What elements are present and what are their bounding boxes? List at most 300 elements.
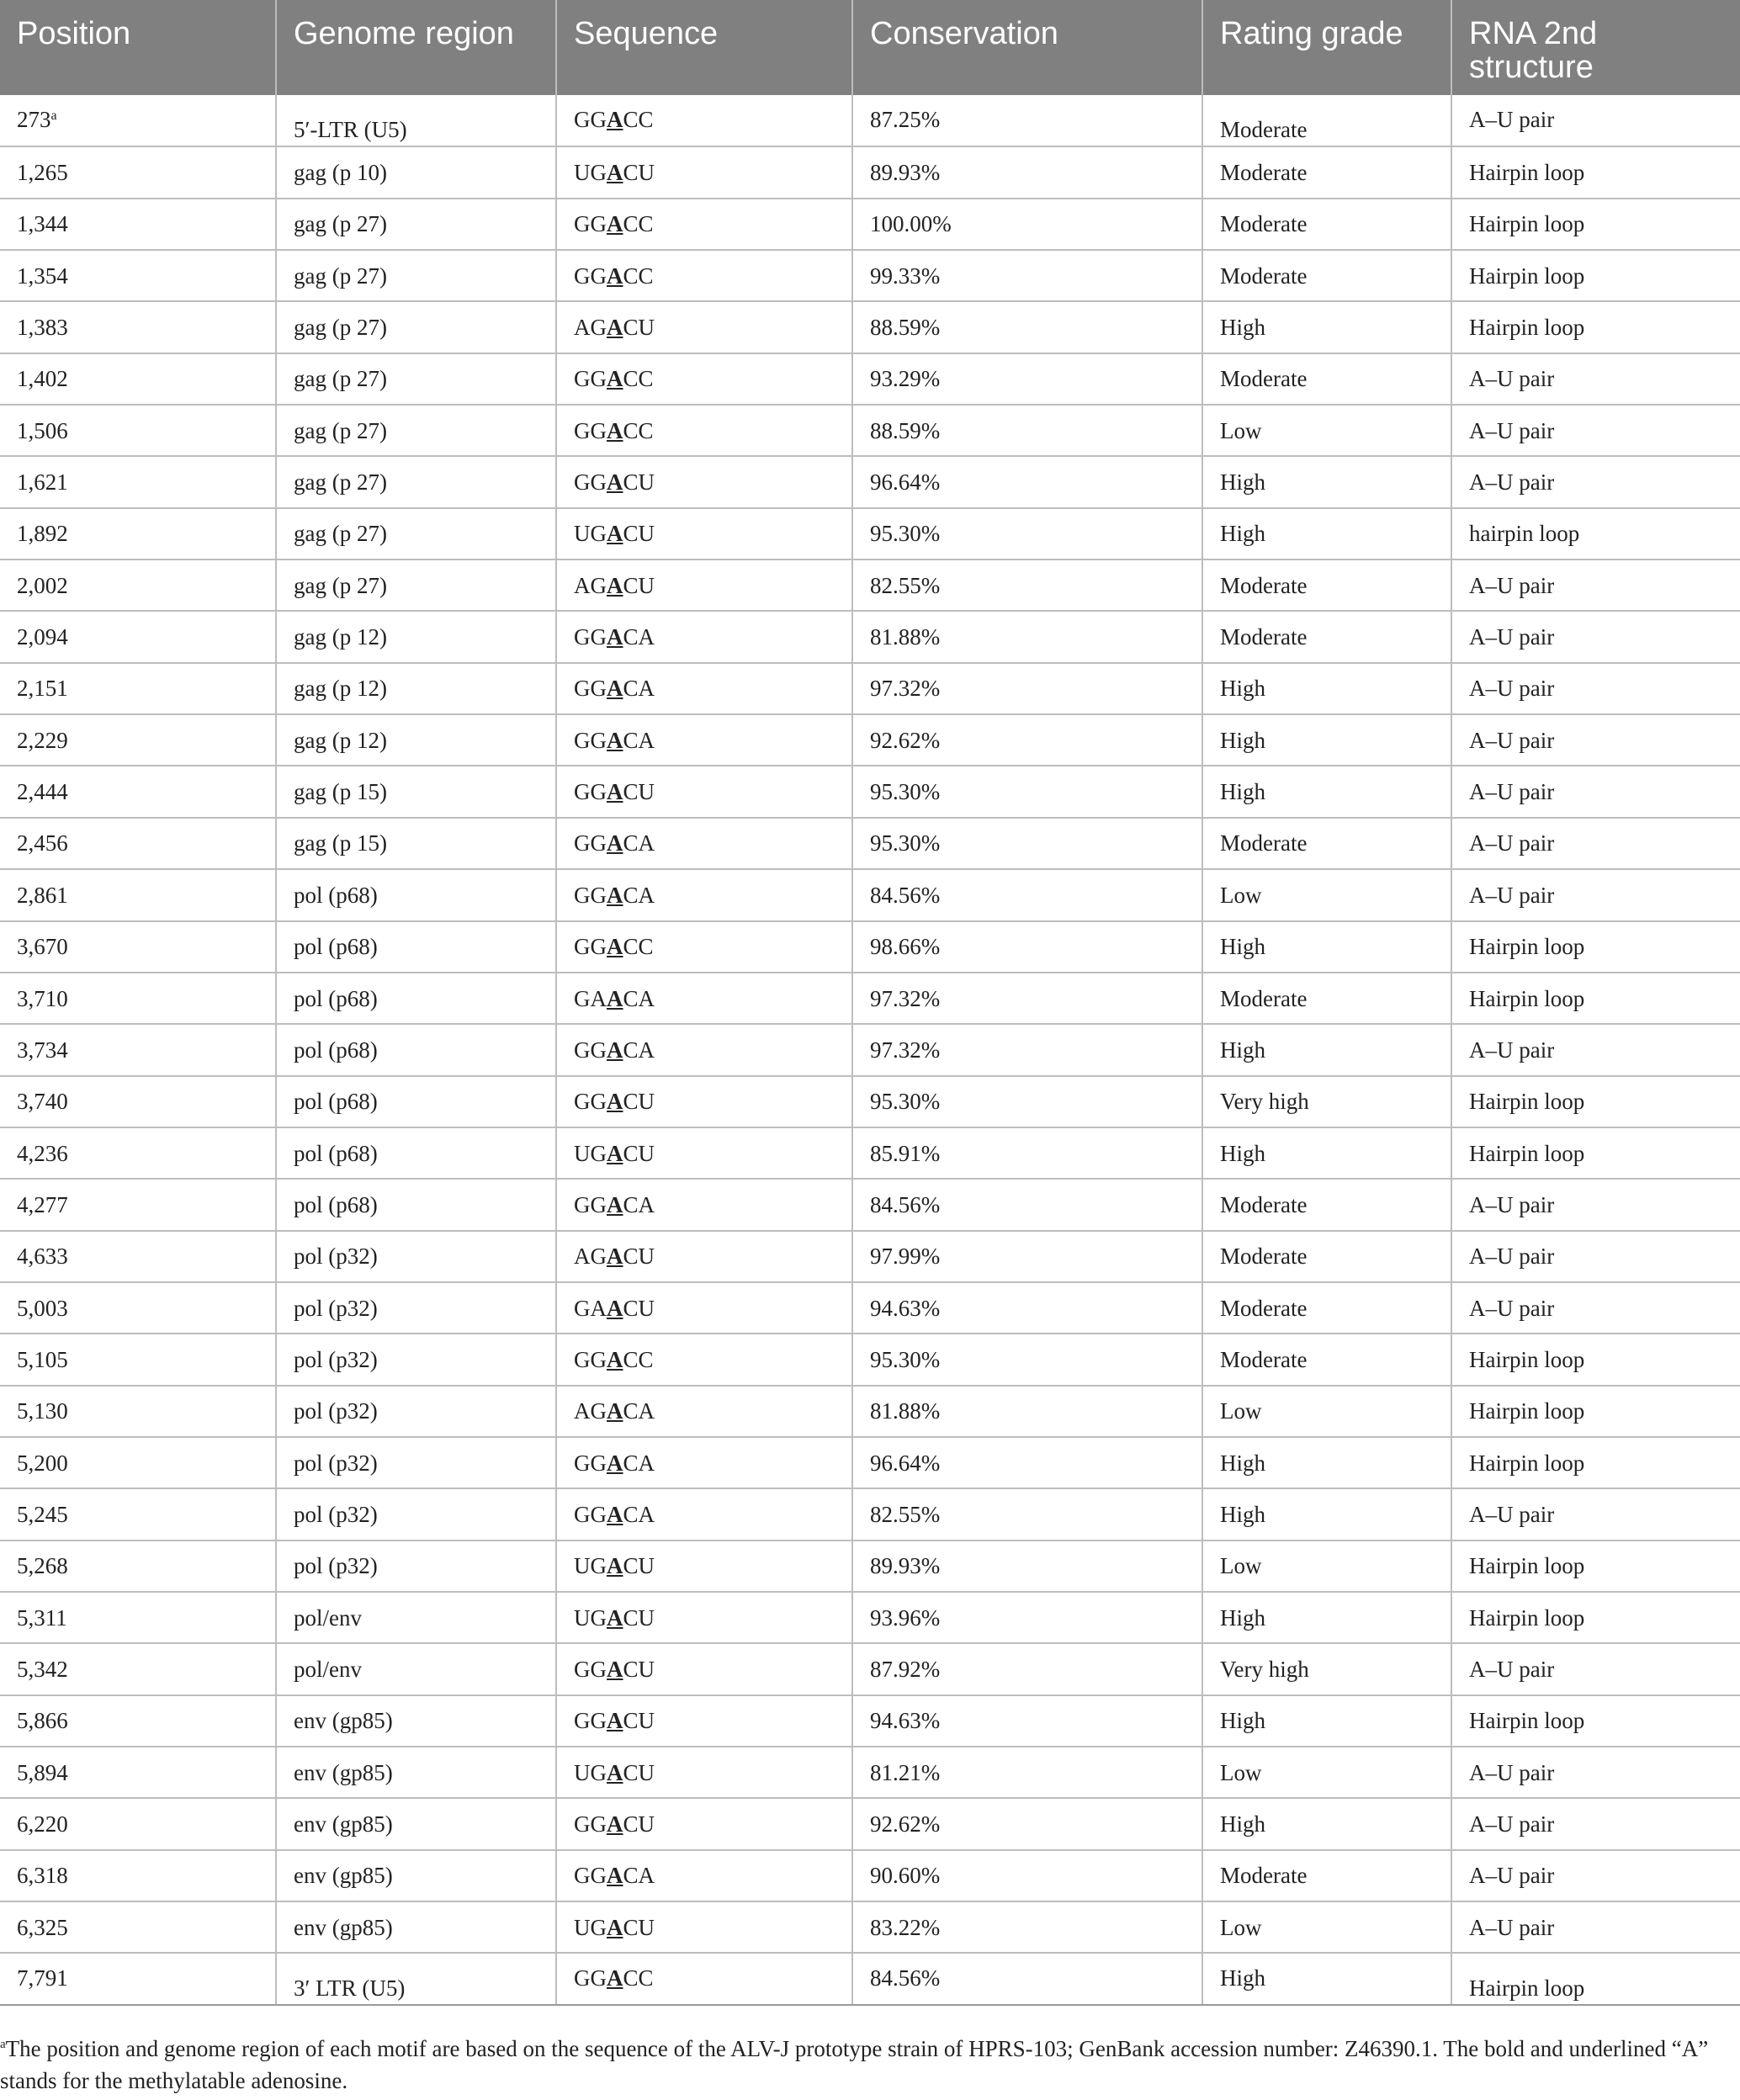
sequence-pre: GG <box>574 727 607 753</box>
cell-sequence <box>556 250 852 301</box>
cell-conservation: 97.32% <box>852 973 1202 1024</box>
cell-position <box>0 199 276 250</box>
cell-rating-grade: Low <box>1202 1747 1451 1798</box>
sequence-pre: GG <box>574 1191 607 1217</box>
table-row <box>0 1850 1740 1901</box>
cell-rating-grade: Low <box>1202 1901 1451 1953</box>
header-row <box>0 0 1740 95</box>
sequence-adenine: A <box>607 1295 623 1321</box>
position-value: 4,236 <box>17 1140 68 1166</box>
footnote-mark: a <box>0 2038 6 2051</box>
sequence-adenine: A <box>607 469 623 496</box>
cell-rna-structure: Hairpin loop <box>1451 301 1740 353</box>
sequence-adenine: A <box>607 624 623 650</box>
cell-genome-region: gag (p 27) <box>276 456 556 507</box>
cell-position <box>0 1850 276 1901</box>
cell-sequence <box>556 1953 852 2004</box>
sequence-post: CA <box>623 1863 655 1889</box>
cell-rna-structure: Hairpin loop <box>1451 973 1740 1024</box>
sequence-adenine: A <box>607 779 623 805</box>
cell-position <box>0 508 276 559</box>
cell-rating-grade: Low <box>1202 1541 1451 1592</box>
table-row <box>0 199 1740 250</box>
cell-genome-region: env (gp85) <box>276 1695 556 1747</box>
cell-genome-region: gag (p 27) <box>276 250 556 301</box>
table-row <box>0 1747 1740 1798</box>
cell-position <box>0 1334 276 1385</box>
table-row <box>0 1643 1740 1694</box>
cell-genome-region: gag (p 27) <box>276 301 556 353</box>
cell-sequence <box>556 1076 852 1127</box>
sequence-pre: GG <box>574 262 607 289</box>
cell-genome-region: pol (p32) <box>276 1231 556 1282</box>
cell-genome-region: gag (p 12) <box>276 611 556 662</box>
cell-rating-grade: High <box>1202 508 1451 559</box>
cell-rating-grade: Moderate <box>1202 1334 1451 1385</box>
cell-conservation: 95.30% <box>852 1076 1202 1127</box>
cell-conservation: 82.55% <box>852 559 1202 611</box>
position-footnote-mark: a <box>50 109 57 123</box>
cell-sequence <box>556 1850 852 1901</box>
cell-conservation: 83.22% <box>852 1901 1202 1953</box>
cell-sequence <box>556 1282 852 1334</box>
cell-genome-region: pol (p68) <box>276 973 556 1024</box>
sequence-adenine: A <box>607 1553 623 1579</box>
cell-position <box>0 559 276 611</box>
cell-sequence <box>556 95 852 146</box>
sequence-pre: AG <box>574 315 607 341</box>
table-body <box>0 95 1740 2005</box>
table-header <box>0 0 1740 95</box>
sequence-post: CA <box>623 727 655 753</box>
position-value: 1,383 <box>17 315 68 341</box>
cell-position <box>0 1541 276 1592</box>
table-row <box>0 95 1740 146</box>
position-value: 5,130 <box>17 1398 68 1424</box>
position-value: 273 <box>17 107 51 132</box>
sequence-post: CC <box>623 211 654 237</box>
sequence-adenine: A <box>607 262 623 289</box>
table-row <box>0 611 1740 662</box>
table-row <box>0 1231 1740 1282</box>
sequence-post: CC <box>623 1965 654 1991</box>
cell-rna-structure: A–U pair <box>1451 559 1740 611</box>
cell-sequence <box>556 611 852 662</box>
cell-sequence <box>556 1386 852 1437</box>
cell-genome-region: env (gp85) <box>276 1850 556 1901</box>
cell-rating-grade: Moderate <box>1202 973 1451 1024</box>
cell-rating-grade: High <box>1202 921 1451 973</box>
cell-genome-region: gag (p 12) <box>276 663 556 714</box>
cell-conservation: 90.60% <box>852 1850 1202 1901</box>
table-row <box>0 1076 1740 1127</box>
cell-conservation: 100.00% <box>852 199 1202 250</box>
cell-position <box>0 1386 276 1437</box>
sequence-post: CC <box>623 1346 654 1372</box>
cell-rna-structure: Hairpin loop <box>1451 1592 1740 1643</box>
cell-genome-region: pol (p32) <box>276 1282 556 1334</box>
table-row <box>0 1386 1740 1437</box>
cell-genome-region: pol (p32) <box>276 1488 556 1540</box>
cell-position <box>0 405 276 456</box>
sequence-post: CU <box>623 1089 655 1115</box>
cell-sequence <box>556 1127 852 1179</box>
position-value: 5,105 <box>17 1346 68 1372</box>
cell-genome-region: 3′ LTR (U5) <box>276 1953 556 2004</box>
sequence-adenine: A <box>607 1398 623 1424</box>
cell-sequence <box>556 146 852 198</box>
cell-genome-region: pol (p68) <box>276 921 556 973</box>
sequence-adenine: A <box>607 676 623 702</box>
position-value: 1,402 <box>17 366 68 392</box>
cell-position <box>0 1901 276 1953</box>
cell-conservation: 89.93% <box>852 1541 1202 1592</box>
cell-conservation: 97.32% <box>852 663 1202 714</box>
cell-sequence <box>556 1024 852 1075</box>
position-value: 2,861 <box>17 882 68 908</box>
cell-rating-grade: High <box>1202 1437 1451 1488</box>
position-value: 3,710 <box>17 985 68 1011</box>
sequence-adenine: A <box>607 1244 623 1270</box>
position-value: 5,200 <box>17 1450 68 1476</box>
position-value: 5,866 <box>17 1708 68 1734</box>
cell-sequence <box>556 766 852 817</box>
header-sequence: Sequence <box>556 0 852 95</box>
sequence-pre: UG <box>574 1759 607 1785</box>
sequence-post: CU <box>623 779 655 805</box>
table-row <box>0 250 1740 301</box>
cell-rna-structure: Hairpin loop <box>1451 1334 1740 1385</box>
position-value: 1,354 <box>17 262 68 289</box>
cell-sequence <box>556 1798 852 1849</box>
table-row <box>0 353 1740 405</box>
cell-sequence <box>556 714 852 766</box>
sequence-post: CC <box>623 262 654 289</box>
sequence-adenine: A <box>607 572 623 598</box>
sequence-pre: AG <box>574 1398 607 1424</box>
cell-genome-region: pol (p68) <box>276 1076 556 1127</box>
sequence-adenine: A <box>607 1914 623 1940</box>
cell-sequence <box>556 1334 852 1385</box>
cell-rating-grade: Low <box>1202 405 1451 456</box>
sequence-pre: AG <box>574 1244 607 1270</box>
cell-sequence <box>556 663 852 714</box>
cell-rna-structure: Hairpin loop <box>1451 250 1740 301</box>
cell-rating-grade: High <box>1202 1695 1451 1747</box>
cell-position <box>0 146 276 198</box>
cell-genome-region: gag (p 27) <box>276 199 556 250</box>
cell-sequence <box>556 973 852 1024</box>
footnote-text: The position and genome region of each motif are based on the sequence of the ALV-J prototype strain of HPRS-103; GenBank accession number: Z46390.1. The bold and underlined “A” stands for the methylatable adenosine. <box>0 2036 1709 2093</box>
cell-rna-structure: A–U pair <box>1451 405 1740 456</box>
cell-rna-structure: Hairpin loop <box>1451 146 1740 198</box>
sequence-pre: GG <box>574 366 607 392</box>
position-value: 4,277 <box>17 1191 68 1217</box>
position-value: 2,094 <box>17 624 68 650</box>
sequence-post: CA <box>623 1191 655 1217</box>
sequence-pre: GG <box>574 1863 607 1889</box>
sequence-post: CU <box>623 521 655 547</box>
cell-genome-region: gag (p 27) <box>276 508 556 559</box>
cell-conservation: 95.30% <box>852 508 1202 559</box>
cell-conservation: 93.96% <box>852 1592 1202 1643</box>
cell-rna-structure: A–U pair <box>1451 95 1740 146</box>
table-row <box>0 1437 1740 1488</box>
cell-rating-grade: Moderate <box>1202 611 1451 662</box>
position-value: 2,151 <box>17 676 68 702</box>
sequence-adenine: A <box>607 107 623 132</box>
table-row <box>0 1282 1740 1334</box>
table-row <box>0 559 1740 611</box>
sequence-pre: GG <box>574 417 607 443</box>
table-row <box>0 1334 1740 1385</box>
sequence-pre: GG <box>574 1450 607 1476</box>
cell-sequence <box>556 1901 852 1953</box>
sequence-pre: GG <box>574 107 607 132</box>
cell-conservation: 85.91% <box>852 1127 1202 1179</box>
sequence-post: CU <box>623 1244 655 1270</box>
cell-conservation: 95.30% <box>852 766 1202 817</box>
sequence-adenine: A <box>607 1450 623 1476</box>
cell-genome-region: pol/env <box>276 1643 556 1694</box>
sequence-adenine: A <box>607 1708 623 1734</box>
sequence-post: CA <box>623 676 655 702</box>
cell-conservation: 93.29% <box>852 353 1202 405</box>
table-row <box>0 1024 1740 1075</box>
cell-rna-structure: Hairpin loop <box>1451 199 1740 250</box>
cell-sequence <box>556 353 852 405</box>
sequence-post: CC <box>623 366 654 392</box>
table-row <box>0 456 1740 507</box>
cell-conservation: 87.92% <box>852 1643 1202 1694</box>
sequence-pre: GG <box>574 1501 607 1527</box>
position-value: 5,003 <box>17 1295 68 1321</box>
sequence-adenine: A <box>607 1089 623 1115</box>
cell-rating-grade: Moderate <box>1202 250 1451 301</box>
sequence-adenine: A <box>607 1965 623 1991</box>
cell-rating-grade: High <box>1202 1953 1451 2004</box>
sequence-post: CA <box>623 985 655 1011</box>
position-value: 5,311 <box>17 1604 67 1631</box>
sequence-pre: GG <box>574 1346 607 1372</box>
sequence-pre: GG <box>574 882 607 908</box>
cell-genome-region: gag (p 27) <box>276 353 556 405</box>
cell-rating-grade: Moderate <box>1202 1282 1451 1334</box>
cell-position <box>0 1747 276 1798</box>
position-value: 1,892 <box>17 521 68 547</box>
cell-position <box>0 1798 276 1849</box>
sequence-pre: UG <box>574 1553 607 1579</box>
cell-genome-region: pol (p32) <box>276 1334 556 1385</box>
cell-sequence <box>556 1541 852 1592</box>
sequence-adenine: A <box>607 1346 623 1372</box>
table-row <box>0 714 1740 766</box>
table-row <box>0 663 1740 714</box>
header-position: Position <box>0 0 276 95</box>
position-value: 1,506 <box>17 417 68 443</box>
header-conservation: Conservation <box>852 0 1202 95</box>
sequence-post: CU <box>623 1295 655 1321</box>
position-value: 1,265 <box>17 160 68 186</box>
cell-genome-region: pol (p32) <box>276 1437 556 1488</box>
cell-rna-structure: A–U pair <box>1451 869 1740 920</box>
sequence-adenine: A <box>607 417 623 443</box>
sequence-adenine: A <box>607 160 623 186</box>
cell-position <box>0 353 276 405</box>
cell-genome-region: pol (p68) <box>276 1127 556 1179</box>
sequence-adenine: A <box>607 1501 623 1527</box>
sequence-pre: GG <box>574 211 607 237</box>
sequence-post: CU <box>623 1604 655 1631</box>
cell-conservation: 88.59% <box>852 405 1202 456</box>
cell-position <box>0 95 276 146</box>
table-footnote <box>0 2033 1733 2097</box>
cell-rna-structure: hairpin loop <box>1451 508 1740 559</box>
cell-conservation: 98.66% <box>852 921 1202 973</box>
position-value: 1,621 <box>17 469 68 496</box>
cell-rna-structure: A–U pair <box>1451 1488 1740 1540</box>
cell-position <box>0 766 276 817</box>
cell-genome-region: gag (p 27) <box>276 559 556 611</box>
cell-sequence <box>556 818 852 869</box>
cell-rating-grade: Moderate <box>1202 95 1451 146</box>
cell-conservation: 99.33% <box>852 250 1202 301</box>
cell-position <box>0 1437 276 1488</box>
table-row <box>0 869 1740 920</box>
table-row <box>0 818 1740 869</box>
cell-conservation: 92.62% <box>852 714 1202 766</box>
cell-genome-region: gag (p 15) <box>276 766 556 817</box>
cell-genome-region: pol (p68) <box>276 1024 556 1075</box>
table-row <box>0 146 1740 198</box>
cell-rating-grade: High <box>1202 714 1451 766</box>
cell-rating-grade: High <box>1202 663 1451 714</box>
cell-rna-structure: Hairpin loop <box>1451 1127 1740 1179</box>
cell-conservation: 92.62% <box>852 1798 1202 1849</box>
cell-conservation: 82.55% <box>852 1488 1202 1540</box>
table-row <box>0 921 1740 973</box>
sequence-adenine: A <box>607 1656 623 1682</box>
cell-position <box>0 1231 276 1282</box>
position-value: 3,734 <box>17 1037 68 1063</box>
cell-rating-grade: Very high <box>1202 1076 1451 1127</box>
sequence-pre: GG <box>574 1037 607 1063</box>
cell-rating-grade: Moderate <box>1202 353 1451 405</box>
position-value: 6,325 <box>17 1914 68 1940</box>
sequence-post: CU <box>623 1759 655 1785</box>
position-value: 5,342 <box>17 1656 68 1682</box>
cell-sequence <box>556 1695 852 1747</box>
sequence-adenine: A <box>607 1811 623 1838</box>
sequence-pre: UG <box>574 521 607 547</box>
cell-position <box>0 301 276 353</box>
sequence-post: CC <box>623 934 654 960</box>
table-row <box>0 1541 1740 1592</box>
position-value: 6,318 <box>17 1863 68 1889</box>
sequence-adenine: A <box>607 521 623 547</box>
cell-genome-region: gag (p 12) <box>276 714 556 766</box>
cell-rna-structure: Hairpin loop <box>1451 921 1740 973</box>
sequence-post: CA <box>623 1501 655 1527</box>
cell-genome-region: env (gp85) <box>276 1747 556 1798</box>
cell-rating-grade: Moderate <box>1202 1850 1451 1901</box>
cell-rna-structure: A–U pair <box>1451 1231 1740 1282</box>
cell-genome-region: pol/env <box>276 1592 556 1643</box>
sequence-pre: GG <box>574 1089 607 1115</box>
cell-conservation: 96.64% <box>852 1437 1202 1488</box>
cell-genome-region: gag (p 27) <box>276 405 556 456</box>
cell-conservation: 96.64% <box>852 456 1202 507</box>
sequence-adenine: A <box>607 830 623 856</box>
cell-genome-region: pol (p32) <box>276 1386 556 1437</box>
table-row <box>0 973 1740 1024</box>
table-row <box>0 508 1740 559</box>
cell-position <box>0 973 276 1024</box>
cell-conservation: 97.99% <box>852 1231 1202 1282</box>
cell-rating-grade: High <box>1202 1024 1451 1075</box>
cell-position <box>0 456 276 507</box>
cell-rating-grade: Low <box>1202 869 1451 920</box>
table-row <box>0 766 1740 817</box>
sequence-adenine: A <box>607 882 623 908</box>
sequence-post: CU <box>623 1656 655 1682</box>
cell-position <box>0 1488 276 1540</box>
table-row <box>0 1488 1740 1540</box>
sequence-post: CU <box>623 1140 655 1166</box>
sequence-pre: UG <box>574 1604 607 1631</box>
cell-genome-region: 5′-LTR (U5) <box>276 95 556 146</box>
sequence-adenine: A <box>607 985 623 1011</box>
position-value: 1,344 <box>17 211 68 237</box>
header-rating-grade: Rating grade <box>1202 0 1451 95</box>
cell-rna-structure: A–U pair <box>1451 766 1740 817</box>
cell-rna-structure: A–U pair <box>1451 611 1740 662</box>
cell-rating-grade: Very high <box>1202 1643 1451 1694</box>
sequence-adenine: A <box>607 1604 623 1631</box>
cell-conservation: 81.88% <box>852 1386 1202 1437</box>
sequence-pre: GG <box>574 1708 607 1734</box>
sequence-post: CA <box>623 1398 655 1424</box>
cell-rating-grade: High <box>1202 456 1451 507</box>
sequence-adenine: A <box>607 1191 623 1217</box>
sequence-adenine: A <box>607 1863 623 1889</box>
cell-sequence <box>556 1437 852 1488</box>
cell-rna-structure: A–U pair <box>1451 1179 1740 1230</box>
position-value: 4,633 <box>17 1244 68 1270</box>
cell-rating-grade: High <box>1202 1488 1451 1540</box>
table-row <box>0 1953 1740 2004</box>
sequence-pre: GG <box>574 1965 607 1991</box>
sequence-post: CU <box>623 572 655 598</box>
cell-rna-structure: Hairpin loop <box>1451 1076 1740 1127</box>
cell-rating-grade: High <box>1202 1798 1451 1849</box>
cell-sequence <box>556 456 852 507</box>
sequence-adenine: A <box>607 366 623 392</box>
sequence-post: CU <box>623 1914 655 1940</box>
cell-conservation: 88.59% <box>852 301 1202 353</box>
cell-position <box>0 1643 276 1694</box>
sequence-pre: GG <box>574 1656 607 1682</box>
table-row <box>0 1901 1740 1953</box>
cell-conservation: 84.56% <box>852 1179 1202 1230</box>
cell-conservation: 84.56% <box>852 869 1202 920</box>
cell-genome-region: pol (p68) <box>276 1179 556 1230</box>
cell-rna-structure: Hairpin loop <box>1451 1437 1740 1488</box>
cell-sequence <box>556 508 852 559</box>
sequence-post: CU <box>623 469 655 496</box>
cell-sequence <box>556 301 852 353</box>
cell-conservation: 87.25% <box>852 95 1202 146</box>
